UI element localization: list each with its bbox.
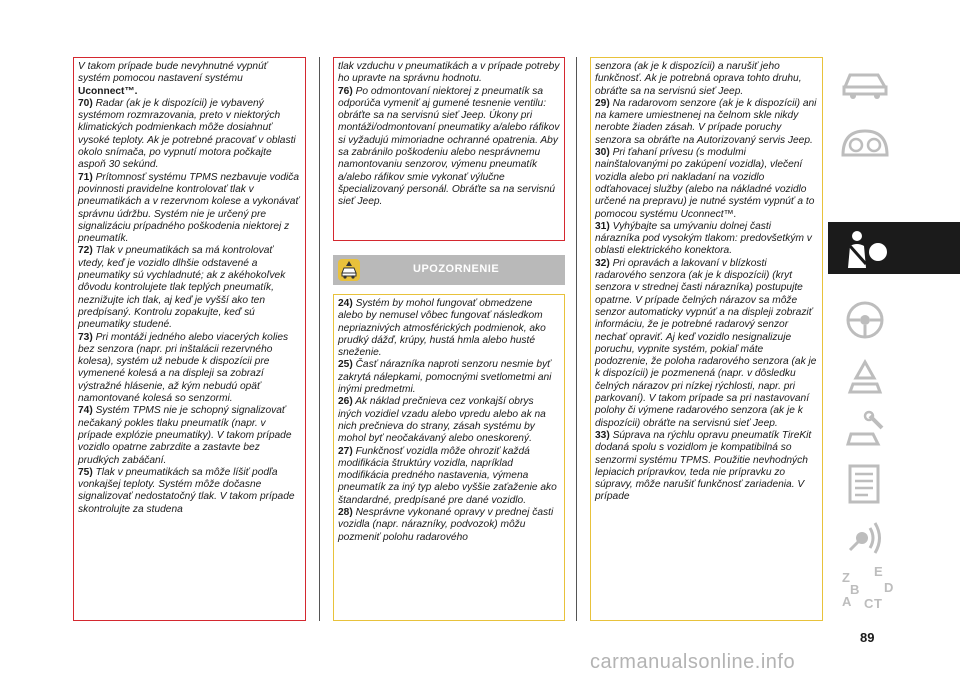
paragraph: tlak vzduchu v pneumatikách a v prípade potreby ho upravte na správnu hodnotu.	[338, 61, 560, 85]
wrench-car-icon	[840, 410, 890, 454]
paragraph: 25) Časť nárazníka naproti senzoru nesmie byť zakrytá nálepkami, pomocnými svetlometmi ani inými predmetmi.	[338, 359, 552, 396]
paragraph: 30) Pri ťahaní prívesu (s modulmi nainštalovanými po zakúpení vozidla), vlečení vozidla alebo pri nakladaní na vozidlo odťahovacej služby (alebo na nákladné vozidlo určené na prepravu) je nutné systém vypnúť a to pomocou systému Uconnect™.	[595, 147, 815, 220]
tab-specifications[interactable]	[828, 456, 960, 508]
tab-driving[interactable]	[828, 292, 960, 344]
tab-maintenance[interactable]	[828, 404, 960, 456]
steering-wheel-icon	[840, 298, 890, 342]
paragraph: senzora (ak je k dispozícii) a narušiť jeho funkčnosť. Ak je potrebná oprava tohto druhu, obráťte sa na servisnú sieť Jeep.	[595, 61, 802, 97]
paragraph: V takom prípade bude nevyhnutné vypnúť systém pomocou nastavení systému Uconnect™.	[78, 61, 268, 97]
alphabet-index-icon	[840, 564, 900, 612]
paragraph: 72) Tlak v pneumatikách sa má kontrolovať vtedy, keď je vozidlo dlhšie odstavené a pneumatiky sú vychladnuté; ak z akéhokoľvek dôvodu kontrolujete tlak teplých pneumatík, neznižujte ich tlak, aj keď je vyšší ako ten predpísaný. Kontrolu zopakujte, keď sú pneumatiky studené.	[78, 245, 286, 331]
tab-car-exterior[interactable]	[828, 55, 960, 107]
watermark: carmanualsonline.info	[590, 651, 796, 673]
paragraph: 70) Radar (ak je k dispozícii) je vybavený systémom rozmrazovania, preto v niektorých klimatických podmienkach môže dosiahnuť vysoké teploty. Ak je potrebné pracovať v oblasti okolo snímača, po vypnutí motora počkajte aspoň 30 sekúnd.	[78, 97, 296, 171]
tab-safety[interactable]	[828, 222, 960, 274]
paragraph: 32) Pri opravách a lakovaní v blízkosti radarového senzora (ak je k dispozícii) (kryt senzora v strednej časti nárazníka) postupujte opatrne. V prípade čelných nárazov sa môže senzor automaticky vypnúť a na displeji zobraziť informáciu, že je potrebné radarový senzor nechať opraviť. Aj keď vozidlo nesignalizuje poruchu, vypnite systém, pokiaľ máte podozrenie, že poloha radarového senzora (ak je k dispozícii) je pozmenená (napr. v dôsledku čelných nárazov pri nízkej rýchlosti, napr. pri parkovaní). V takom prípade sa pri nastavovaní polohy či výmene radarového senzora (ak je k dispozícii) obráťte na servisnú sieť Jeep.	[595, 257, 817, 429]
paragraph: 27) Funkčnosť vozidla môže ohroziť každá modifikácia štruktúry vozidla, napríklad modifikácia predného nastavenia, výmena pneumatík za iný typ alebo vyššie zaťaženie ako štandardné, predpísané pre dané vozidlo.	[338, 445, 557, 506]
paragraph: 26) Ak náklad prečnieva cez vonkajší obrys iných vozidiel vzadu alebo vpredu alebo ak na nich prečnieva do strany, zásah systému by mohol byť neočakávaný alebo oneskorený.	[338, 396, 546, 445]
column-divider-2	[576, 57, 577, 621]
paragraph: 28) Nesprávne vykonané opravy v prednej časti vozidla (napr. nárazníky, podvozok) môžu pozmeniť polohu radarového	[338, 507, 554, 543]
warning-car-icon	[338, 259, 360, 281]
svg-text:E: E	[874, 564, 883, 579]
car-icon	[840, 61, 890, 101]
paragraph: 73) Pri montáži jedného alebo viacerých kolies bez senzora (napr. pri inštalácii rezervného kolesa), systém už nebude k dispozícii pre vymenené kolesá a na displeji sa zobrazí výstražné hlásenie, až kým nebudú opäť namontované kolesá so senzormi.	[78, 331, 289, 405]
specifications-icon	[840, 462, 890, 506]
warning-banner	[333, 255, 565, 285]
note-box-column-1	[73, 57, 306, 621]
svg-text:A: A	[842, 594, 852, 609]
warning-triangle-car-icon	[840, 358, 890, 402]
warning-box	[333, 294, 565, 621]
note-box-column-2	[333, 57, 565, 241]
svg-text:C: C	[864, 596, 874, 611]
tab-index[interactable]	[828, 558, 960, 610]
paragraph: 31) Vyhýbajte sa umývaniu dolnej časti nárazníka pod vysokým tlakom: predovšetkým v oblasti elektrického konektora.	[595, 220, 812, 257]
paragraph: 33) Súprava na rýchlu opravu pneumatík TireKit dodaná spolu s vozidlom je kompatibilná so senzormi systému TPMS. Použitie nevhodných lepiacich prípravkov, teda nie prípravku zo súpravy, môže narušiť funkčnosť zariadenia. V prípade	[595, 429, 812, 503]
svg-text:T: T	[874, 596, 882, 611]
paragraph: 24) Systém by mohol fungovať obmedzene alebo by nemusel vôbec fungovať následkom nepriaznivých atmosférických podmienok, ako prudký dážď, krúpy, hustá hmla alebo husté sneženie.	[338, 298, 546, 359]
warning-box-continued	[590, 57, 823, 621]
paragraph: 74) Systém TPMS nie je schopný signalizovať nečakaný pokles tlaku pneumatík (napr. v prípade explózie pneumatiky). V takom prípade vozidlo opatrne zabrzdite a zastavte bez prudkých zabáčaní.	[78, 405, 292, 466]
paragraph: 76) Po odmontovaní niektorej z pneumatík sa odporúča vymeniť aj gumené tesnenie ventilu: obráťte sa na servisnú sieť Jeep. Úkony pri montáži/odmontovaní pneumatiky a/alebo ráfikov si vyžadujú mimoriadne ochranné opatrenia. Aby sa zabránilo poškodeniu alebo nesprávnemu namontovaniu senzorov, výmenu pneumatík a/alebo ráfikov smie vykonať výlučne špecializovaný personál. Obráťte sa na servisnú sieť Jeep.	[338, 85, 560, 208]
paragraph: 29) Na radarovom senzore (ak je k dispozícii) ani na kamere umiestnenej na čelnom skle nikdy nerobte žiaden zásah. V prípade poruchy senzora sa obráťte na Autorizovaný servis Jeep.	[595, 97, 817, 146]
warning-title: UPOZORNENIE	[413, 263, 500, 275]
paragraph: 75) Tlak v pneumatikách sa môže líšiť podľa vonkajšej teploty. Systém môže dočasne signalizovať nedostatočný tlak. V takom prípade skontrolujte za studena	[78, 466, 295, 515]
tab-multimedia[interactable]	[828, 508, 960, 560]
tab-dashboard[interactable]	[828, 117, 960, 169]
page-number: 89	[860, 630, 875, 645]
dashboard-icon	[840, 123, 890, 163]
tab-emergency[interactable]	[828, 352, 960, 404]
seatbelt-airbag-icon	[840, 228, 890, 272]
paragraph: 71) Prítomnosť systému TPMS nezbavuje vodiča povinnosti pravidelne kontrolovať tlak v pneumatikách a v rezervnom kolese a vykonávať správnu údržbu. Systém nie je určený pre signalizáciu prípadného poškodenia niektorej z pneumatík.	[78, 171, 300, 245]
svg-text:B: B	[850, 582, 860, 597]
column-divider-1	[319, 57, 320, 621]
svg-text:D: D	[884, 580, 894, 595]
multimedia-icon	[840, 514, 890, 558]
svg-text:Z: Z	[842, 570, 850, 585]
